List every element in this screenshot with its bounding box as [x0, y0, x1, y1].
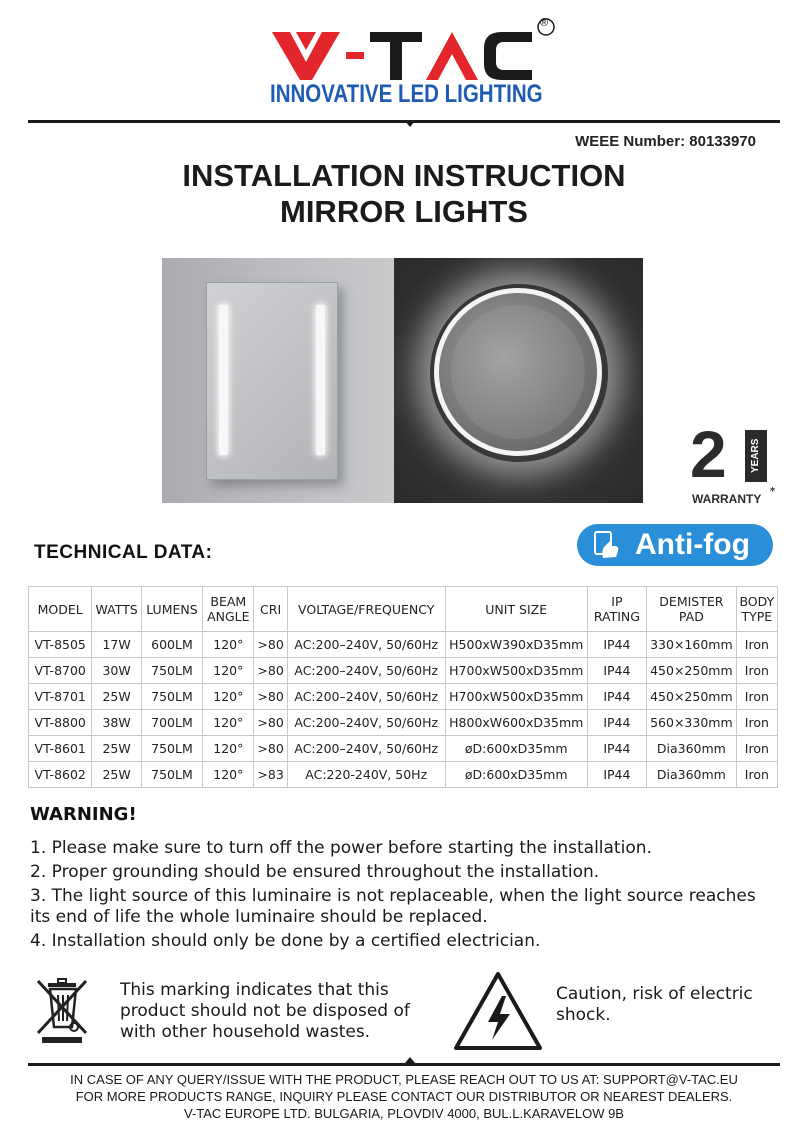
round-mirror-glass	[451, 305, 585, 439]
cell-unit-size: H700xW500xD35mm	[445, 684, 587, 710]
table-row	[29, 632, 778, 658]
cell-beam-angle: 120°	[203, 710, 254, 736]
cell-lumens: 700LM	[141, 710, 202, 736]
title-line-2: MIRROR LIGHTS	[280, 194, 528, 229]
cell-watts: 30W	[92, 658, 141, 684]
col-header-unit-size: UNIT SIZE	[445, 587, 587, 632]
cell-cri: >80	[254, 658, 287, 684]
cell-unit-size: øD:600xD35mm	[445, 762, 587, 788]
technical-data-heading: TECHNICAL DATA:	[34, 542, 213, 563]
cell-ip-rating: IP44	[587, 632, 646, 658]
col-header-cri: CRI	[254, 587, 287, 632]
footer	[0, 1071, 808, 1122]
v-tac-logo-mark	[270, 18, 560, 82]
cell-cri: >80	[254, 736, 287, 762]
table-row	[29, 762, 778, 788]
cell-voltage: AC:200–240V, 50/60Hz	[287, 736, 445, 762]
brand-tagline: INNOVATIVE LED LIGHTING	[270, 80, 543, 108]
cell-demister-pad: 450×250mm	[647, 658, 737, 684]
cell-cri: >80	[254, 710, 287, 736]
cell-demister-pad: 330×160mm	[647, 632, 737, 658]
cell-model: VT-8505	[29, 632, 92, 658]
warning-item: 3. The light source of this luminaire is not replaceable, when the light source reaches its end of life the whole luminaire should be replaced.	[30, 886, 756, 927]
cell-voltage: AC:200–240V, 50/60Hz	[287, 710, 445, 736]
cell-ip-rating: IP44	[587, 710, 646, 736]
page-title	[0, 158, 808, 230]
warning-list	[30, 838, 780, 955]
cell-ip-rating: IP44	[587, 684, 646, 710]
header-divider-notch	[405, 121, 415, 127]
cell-unit-size: H500xW390xD35mm	[445, 632, 587, 658]
cell-ip-rating: IP44	[587, 736, 646, 762]
footer-support-line: IN CASE OF ANY QUERY/ISSUE WITH THE PRODUCT, PLEASE REACH OUT TO US AT: SUPPORT@V-TAC.EU	[70, 1072, 738, 1087]
anti-fog-badge	[577, 524, 773, 566]
led-strip-right	[316, 305, 325, 455]
cell-model: VT-8602	[29, 762, 92, 788]
cell-beam-angle: 120°	[203, 632, 254, 658]
table-row	[29, 736, 778, 762]
cell-watts: 25W	[92, 684, 141, 710]
col-header-voltage: VOLTAGE/FREQUENCY	[287, 587, 445, 632]
cell-voltage: AC:200–240V, 50/60Hz	[287, 684, 445, 710]
warning-heading: WARNING!	[30, 804, 137, 825]
cell-lumens: 750LM	[141, 658, 202, 684]
cell-demister-pad: 450×250mm	[647, 684, 737, 710]
warranty-badge	[690, 417, 782, 510]
cell-body-type: Iron	[736, 632, 777, 658]
cell-watts: 38W	[92, 710, 141, 736]
cell-voltage: AC:200–240V, 50/60Hz	[287, 632, 445, 658]
rectangular-mirror-image	[162, 258, 394, 503]
cell-model: VT-8800	[29, 710, 92, 736]
shock-notice-text: Caution, risk of electric shock.	[556, 984, 753, 1025]
cell-model: VT-8601	[29, 736, 92, 762]
table-row	[29, 658, 778, 684]
cell-lumens: 600LM	[141, 632, 202, 658]
round-mirror-ring	[434, 288, 602, 456]
cell-voltage: AC:200–240V, 50/60Hz	[287, 658, 445, 684]
cell-body-type: Iron	[736, 762, 777, 788]
footer-dealers-line: FOR MORE PRODUCTS RANGE, INQUIRY PLEASE CONTACT OUR DISTRIBUTOR OR NEAREST DEALERS.	[75, 1089, 733, 1104]
table-row	[29, 710, 778, 736]
cell-unit-size: H800xW600xD35mm	[445, 710, 587, 736]
col-header-demister-pad: DEMISTER PAD	[647, 587, 737, 632]
cell-watts: 25W	[92, 762, 141, 788]
warning-item: 2. Proper grounding should be ensured throughout the installation.	[30, 862, 600, 882]
cell-watts: 17W	[92, 632, 141, 658]
title-line-1: INSTALLATION INSTRUCTION	[182, 158, 626, 193]
cell-model: VT-8701	[29, 684, 92, 710]
cell-ip-rating: IP44	[587, 762, 646, 788]
cell-beam-angle: 120°	[203, 684, 254, 710]
weee-number: WEEE Number: 80133970	[575, 133, 756, 150]
crossed-bin-icon	[34, 977, 90, 1045]
cell-model: VT-8700	[29, 658, 92, 684]
cell-cri: >80	[254, 684, 287, 710]
cell-demister-pad: Dia360mm	[647, 736, 737, 762]
cell-unit-size: H700xW500xD35mm	[445, 658, 587, 684]
cell-lumens: 750LM	[141, 684, 202, 710]
cell-lumens: 750LM	[141, 736, 202, 762]
cell-body-type: Iron	[736, 736, 777, 762]
warranty-years-label: YEARS	[750, 438, 761, 474]
cell-cri: >80	[254, 632, 287, 658]
cell-cri: >83	[254, 762, 287, 788]
footer-divider	[28, 1063, 780, 1066]
footer-address-line: V-TAC EUROPE LTD. BULGARIA, PLOVDIV 4000, BUL.L.KARAVELOW 9B	[184, 1106, 624, 1121]
footer-divider-notch	[405, 1057, 415, 1063]
warranty-years-number: 2	[690, 417, 727, 491]
warranty-label: WARRANTY	[692, 492, 762, 506]
anti-fog-hand-icon	[591, 530, 621, 560]
rectangular-mirror	[206, 282, 338, 480]
col-header-watts: WATTS	[92, 587, 141, 632]
weee-notice-text: This marking indicates that this product should not be disposed of with other household wastes.	[120, 980, 410, 1042]
header-divider	[28, 120, 780, 123]
cell-voltage: AC:220-240V, 50Hz	[287, 762, 445, 788]
table-header-row	[29, 587, 778, 632]
table-row	[29, 684, 778, 710]
cell-unit-size: øD:600xD35mm	[445, 736, 587, 762]
cell-demister-pad: Dia360mm	[647, 762, 737, 788]
led-strip-left	[219, 305, 228, 455]
warranty-asterisk: *	[770, 486, 776, 497]
cell-demister-pad: 560×330mm	[647, 710, 737, 736]
warning-item: 1. Please make sure to turn off the power before starting the installation.	[30, 838, 652, 858]
anti-fog-label: Anti-fog	[635, 528, 750, 561]
cell-ip-rating: IP44	[587, 658, 646, 684]
round-mirror-image	[394, 258, 643, 503]
cell-body-type: Iron	[736, 684, 777, 710]
col-header-lumens: LUMENS	[141, 587, 202, 632]
col-header-beam-angle: BEAM ANGLE	[203, 587, 254, 632]
col-header-model: MODEL	[29, 587, 92, 632]
cell-watts: 25W	[92, 736, 141, 762]
brand-logo	[270, 18, 560, 108]
cell-beam-angle: 120°	[203, 762, 254, 788]
registered-mark: ®	[540, 17, 549, 29]
technical-data-table	[28, 586, 778, 788]
col-header-ip-rating: IP RATING	[587, 587, 646, 632]
electric-shock-warning-icon	[452, 970, 544, 1052]
col-header-body-type: BODY TYPE	[736, 587, 777, 632]
warning-item: 4. Installation should only be done by a certified electrician.	[30, 931, 541, 951]
cell-body-type: Iron	[736, 658, 777, 684]
cell-beam-angle: 120°	[203, 658, 254, 684]
cell-body-type: Iron	[736, 710, 777, 736]
cell-beam-angle: 120°	[203, 736, 254, 762]
cell-lumens: 750LM	[141, 762, 202, 788]
